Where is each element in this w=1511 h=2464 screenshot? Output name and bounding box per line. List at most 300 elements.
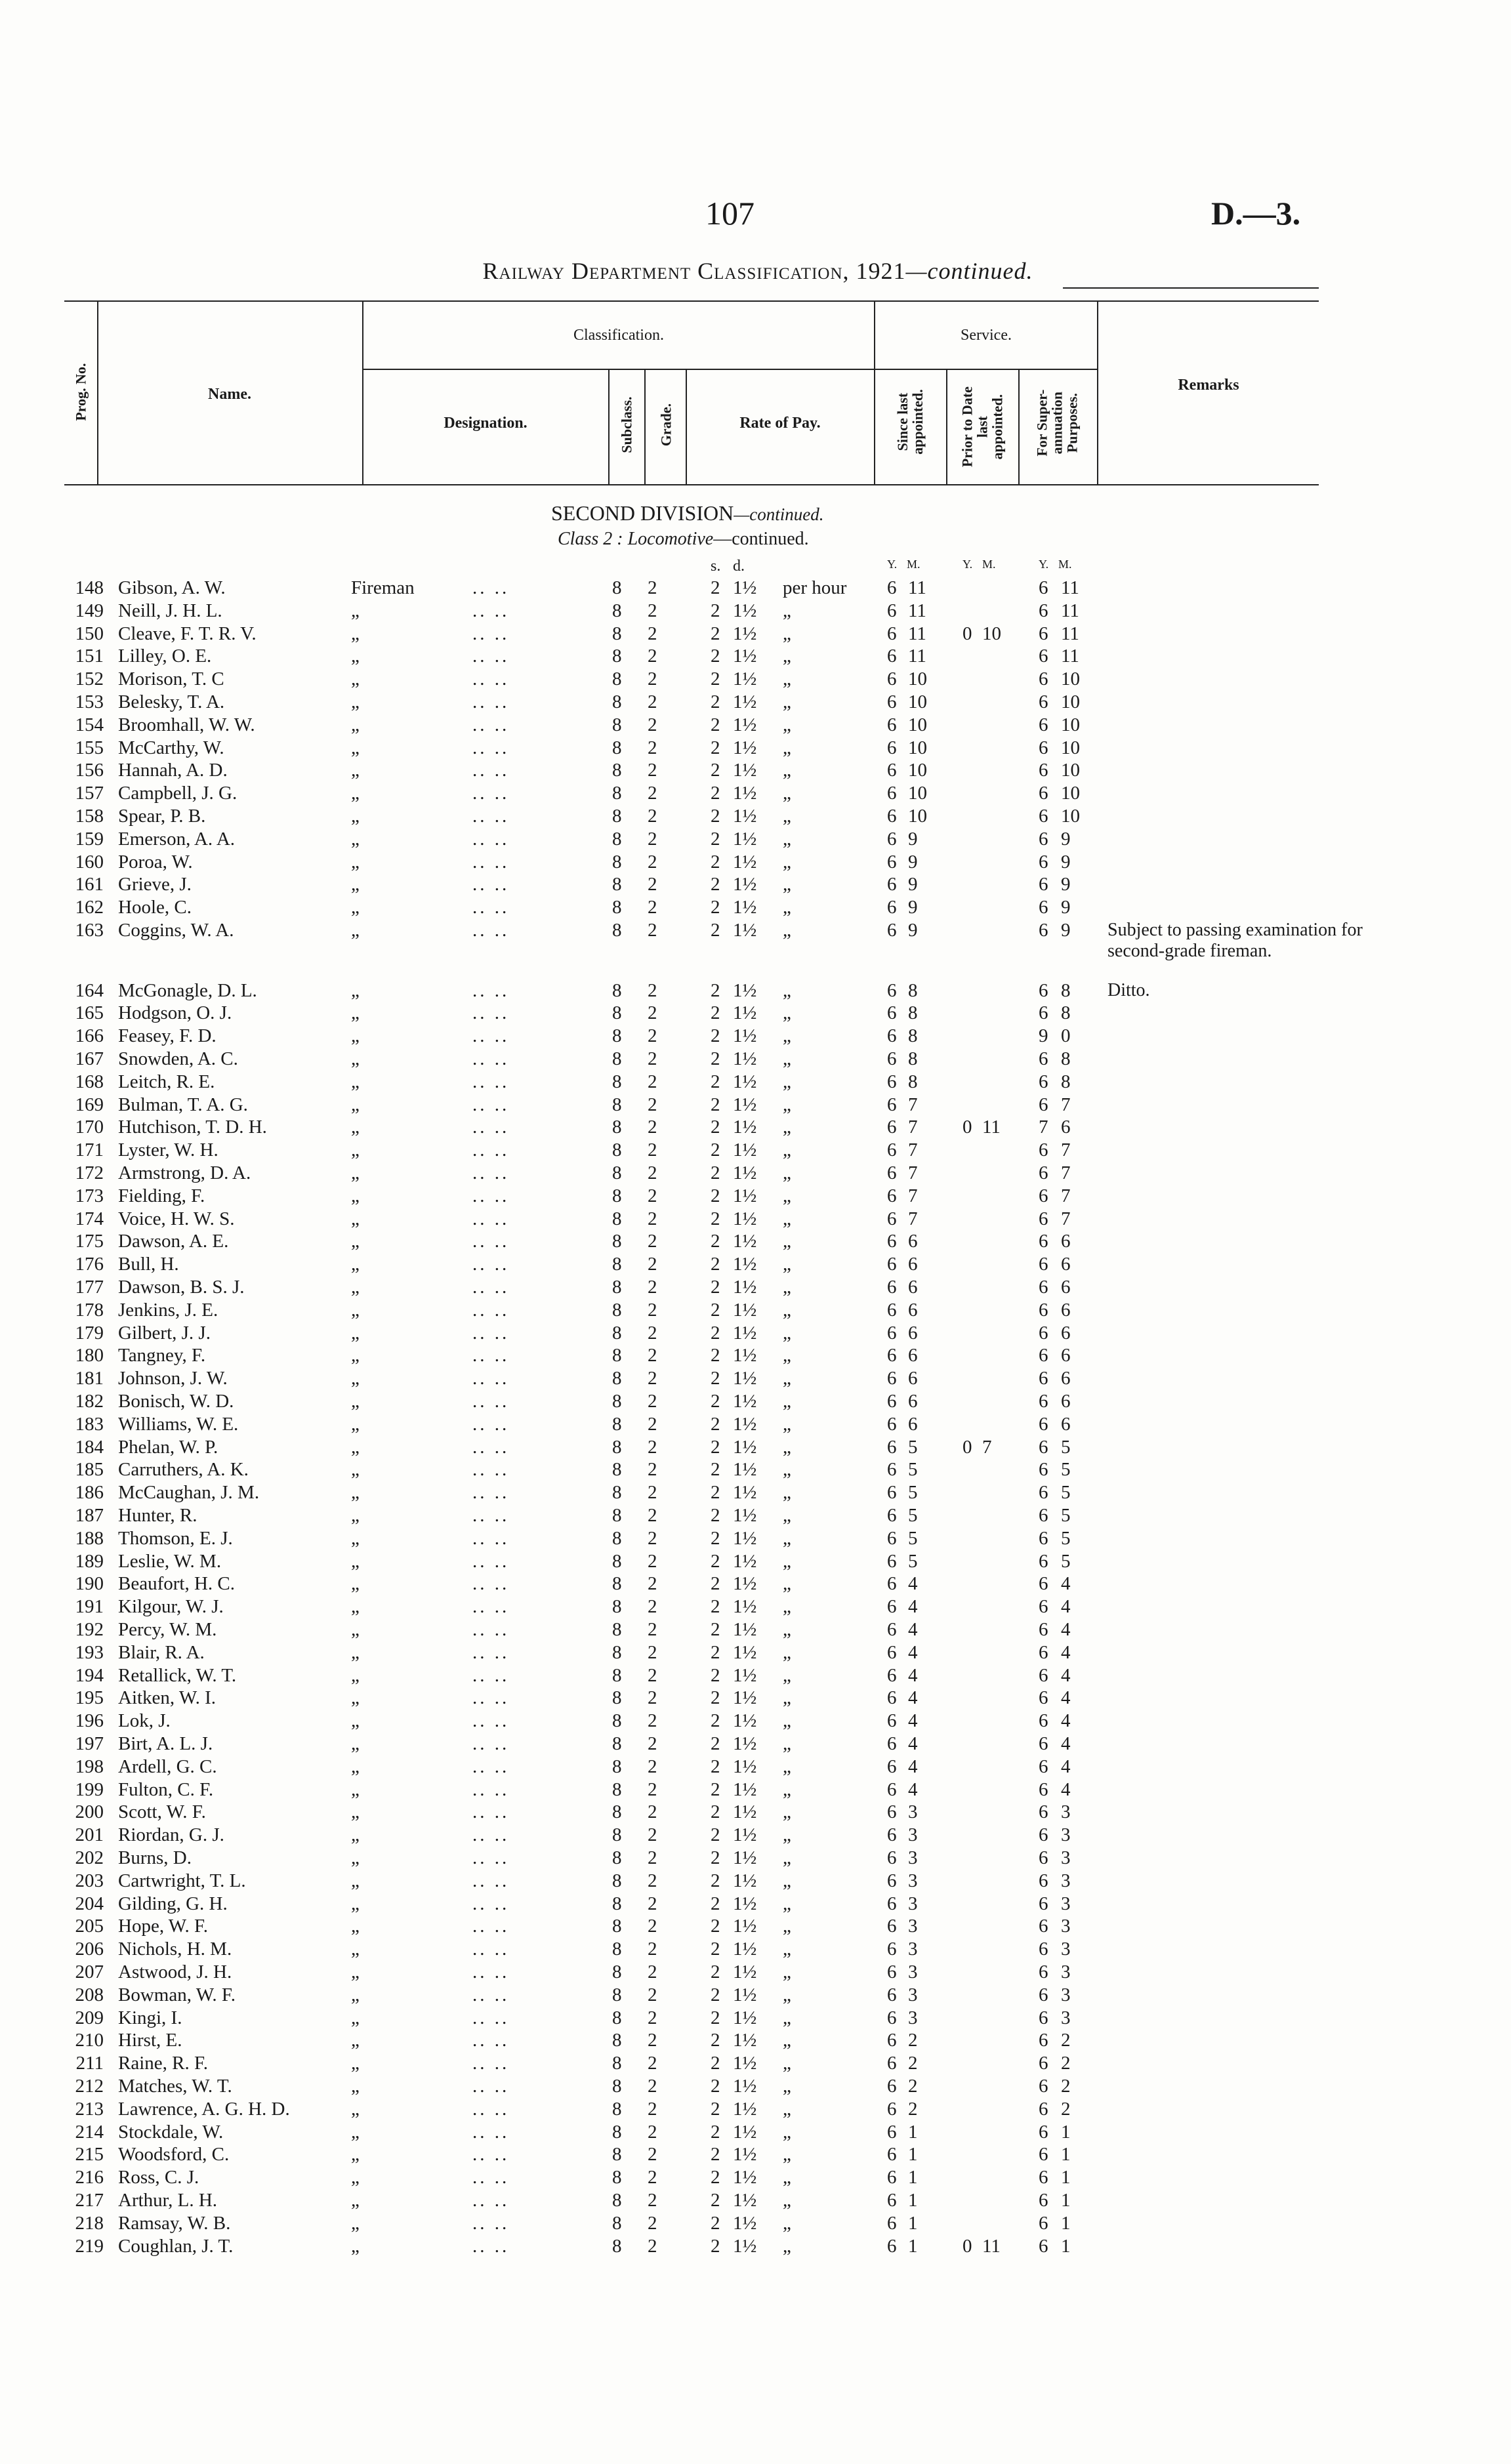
employee-name: Blair, R. A. — [118, 1641, 205, 1663]
superannuation-months: 5 — [1061, 1527, 1071, 1549]
rate-pence: 1½ — [733, 646, 757, 667]
superannuation-years: 6 — [1039, 1002, 1048, 1024]
table-row — [0, 1939, 1511, 1960]
rate-unit: „ — [783, 1185, 791, 1206]
rate-pence: 1½ — [733, 760, 757, 781]
since-last-years: 6 — [887, 1025, 897, 1047]
designation: „ — [351, 828, 360, 850]
rate-shillings: 2 — [711, 2053, 720, 2074]
superannuation-years: 6 — [1039, 2167, 1048, 2188]
superannuation-years: 6 — [1039, 2030, 1048, 2051]
grade: 2 — [648, 1094, 657, 1115]
since-last-months: 6 — [908, 1299, 918, 1321]
rate-pence: 1½ — [733, 1756, 757, 1777]
superannuation-months: 6 — [1061, 1413, 1071, 1435]
subclass: 8 — [612, 1094, 622, 1115]
superannuation-years: 6 — [1039, 2212, 1048, 2234]
since-last-years: 6 — [887, 1505, 897, 1526]
rate-pence: 1½ — [733, 1368, 757, 1389]
superannuation-years: 6 — [1039, 1413, 1048, 1435]
leader-dots: .. .. — [472, 1322, 510, 1344]
subclass: 8 — [612, 2030, 622, 2051]
since-last-years: 6 — [887, 714, 897, 735]
leader-dots: .. .. — [472, 1299, 510, 1321]
superannuation-years: 6 — [1039, 1778, 1048, 1800]
rate-pence: 1½ — [733, 1322, 757, 1344]
table-row — [0, 1573, 1511, 1594]
rate-unit: „ — [783, 760, 791, 781]
rate-shillings: 2 — [711, 1391, 720, 1412]
since-last-months: 2 — [908, 2098, 918, 2120]
since-last-years: 6 — [887, 2144, 897, 2166]
rate-unit: „ — [783, 1870, 791, 1891]
designation: „ — [351, 1368, 360, 1389]
rate-unit: „ — [783, 2007, 791, 2028]
table-row — [0, 2236, 1511, 2257]
table-row — [0, 1916, 1511, 1937]
subclass: 8 — [612, 1939, 622, 1960]
subclass: 8 — [612, 1071, 622, 1092]
superannuation-years: 6 — [1039, 1870, 1048, 1891]
since-last-months: 7 — [908, 1117, 918, 1138]
employee-name: Spear, P. B. — [118, 806, 206, 827]
subclass: 8 — [612, 2121, 622, 2143]
since-last-months: 11 — [908, 600, 926, 621]
subclass: 8 — [612, 1299, 622, 1321]
employee-name: Percy, W. M. — [118, 1619, 217, 1640]
prog-no: 216 — [75, 2167, 104, 2188]
since-last-years: 6 — [887, 2190, 897, 2211]
subclass: 8 — [612, 600, 622, 621]
employee-name: Phelan, W. P. — [118, 1436, 218, 1458]
since-last-years: 6 — [887, 1847, 897, 1868]
rate-shillings: 2 — [711, 1413, 720, 1435]
employee-name: Burns, D. — [118, 1847, 192, 1868]
superannuation-months: 3 — [1061, 1847, 1071, 1868]
prog-no: 158 — [75, 806, 104, 827]
table-row — [0, 1345, 1511, 1366]
since-last-months: 7 — [908, 1140, 918, 1161]
unit-pence: d. — [733, 558, 745, 575]
rate-unit: „ — [783, 2235, 791, 2257]
subclass: 8 — [612, 1117, 622, 1138]
table-row — [0, 1071, 1511, 1092]
rate-pence: 1½ — [733, 668, 757, 690]
prior-to-date-years: 0 — [962, 1117, 972, 1138]
superannuation-months: 6 — [1061, 1254, 1071, 1275]
since-last-months: 11 — [908, 623, 926, 644]
since-last-years: 6 — [887, 1208, 897, 1229]
since-last-years: 6 — [887, 2121, 897, 2143]
subclass: 8 — [612, 828, 622, 850]
superannuation-years: 6 — [1039, 2235, 1048, 2257]
superannuation-years: 6 — [1039, 1687, 1048, 1709]
leader-dots: .. .. — [472, 1641, 510, 1663]
leader-dots: .. .. — [472, 2212, 510, 2234]
subclass: 8 — [612, 1824, 622, 1846]
table-row — [0, 897, 1511, 918]
employee-name: Lawrence, A. G. H. D. — [118, 2098, 290, 2120]
subclass: 8 — [612, 1619, 622, 1640]
since-last-years: 6 — [887, 828, 897, 850]
since-last-months: 10 — [908, 806, 927, 827]
prog-no: 174 — [75, 1208, 104, 1229]
designation: „ — [351, 1847, 360, 1868]
unit-years: Y. — [887, 558, 898, 571]
table-row — [0, 646, 1511, 667]
employee-name: Hope, W. F. — [118, 1916, 209, 1937]
rate-shillings: 2 — [711, 2076, 720, 2097]
rate-shillings: 2 — [711, 691, 720, 712]
designation: „ — [351, 2076, 360, 2097]
since-last-years: 6 — [887, 1277, 897, 1298]
prog-no: 181 — [75, 1368, 104, 1389]
prog-no: 159 — [75, 828, 104, 850]
since-last-years: 6 — [887, 2212, 897, 2234]
rate-pence: 1½ — [733, 1140, 757, 1161]
subclass: 8 — [612, 1847, 622, 1868]
employee-name: Bull, H. — [118, 1254, 179, 1275]
since-last-months: 10 — [908, 714, 927, 735]
header-sub-rule — [362, 369, 1097, 370]
rate-shillings: 2 — [711, 1870, 720, 1891]
prog-no: 194 — [75, 1664, 104, 1686]
since-last-years: 6 — [887, 1436, 897, 1458]
grade: 2 — [648, 1071, 657, 1092]
designation: „ — [351, 2190, 360, 2211]
title-main: Railway Department Classification, 1921 — [482, 258, 906, 284]
superannuation-years: 6 — [1039, 1140, 1048, 1161]
grade: 2 — [648, 1733, 657, 1754]
employee-name: Hoole, C. — [118, 897, 192, 918]
prog-no: 178 — [75, 1299, 104, 1321]
superannuation-months: 9 — [1061, 920, 1071, 941]
superannuation-years: 6 — [1039, 1094, 1048, 1115]
header-prog-no: Prog. No. — [72, 363, 89, 421]
superannuation-months: 6 — [1061, 1368, 1071, 1389]
since-last-months: 8 — [908, 1002, 918, 1024]
leader-dots: .. .. — [472, 1117, 510, 1138]
designation: „ — [351, 1322, 360, 1344]
rate-shillings: 2 — [711, 737, 720, 758]
rate-unit: „ — [783, 1459, 791, 1481]
since-last-years: 6 — [887, 1185, 897, 1206]
since-last-months: 3 — [908, 1824, 918, 1846]
table-row — [0, 1893, 1511, 1914]
rate-shillings: 2 — [711, 668, 720, 690]
grade: 2 — [648, 2144, 657, 2166]
header-classification: Classification. — [573, 327, 664, 344]
leader-dots: .. .. — [472, 1345, 510, 1366]
since-last-years: 6 — [887, 1094, 897, 1115]
section-title-main: SECOND DIVISION — [551, 501, 734, 525]
leader-dots: .. .. — [472, 1048, 510, 1069]
rate-shillings: 2 — [711, 1801, 720, 1823]
subclass: 8 — [612, 2190, 622, 2211]
superannuation-years: 6 — [1039, 1277, 1048, 1298]
rate-shillings: 2 — [711, 1231, 720, 1252]
subclass: 8 — [612, 806, 622, 827]
prog-no: 149 — [75, 600, 104, 621]
rate-pence: 1½ — [733, 897, 757, 918]
rate-unit: „ — [783, 1094, 791, 1115]
rate-shillings: 2 — [711, 1573, 720, 1595]
superannuation-months: 2 — [1061, 2053, 1071, 2074]
designation: „ — [351, 2144, 360, 2166]
since-last-years: 6 — [887, 874, 897, 895]
table-row — [0, 1847, 1511, 1868]
subclass: 8 — [612, 897, 622, 918]
subclass: 8 — [612, 1459, 622, 1481]
designation: „ — [351, 1916, 360, 1937]
leader-dots: .. .. — [472, 920, 510, 941]
employee-name: Ross, C. J. — [118, 2167, 199, 2188]
superannuation-months: 4 — [1061, 1596, 1071, 1618]
grade: 2 — [648, 1140, 657, 1161]
rate-pence: 1½ — [733, 1459, 757, 1481]
designation: „ — [351, 2235, 360, 2257]
subclass: 8 — [612, 1573, 622, 1595]
since-last-years: 6 — [887, 1299, 897, 1321]
employee-name: Bonisch, W. D. — [118, 1391, 234, 1412]
rate-shillings: 2 — [711, 600, 720, 621]
rate-pence: 1½ — [733, 2235, 757, 2257]
rate-unit: per hour — [783, 577, 847, 598]
rate-shillings: 2 — [711, 2212, 720, 2234]
subclass: 8 — [612, 691, 622, 712]
grade: 2 — [648, 1436, 657, 1458]
rate-unit: „ — [783, 1231, 791, 1252]
superannuation-years: 6 — [1039, 1984, 1048, 2005]
rate-shillings: 2 — [711, 1505, 720, 1526]
leader-dots: .. .. — [472, 1733, 510, 1754]
prog-no: 218 — [75, 2212, 104, 2234]
rate-unit: „ — [783, 979, 791, 1001]
since-last-years: 6 — [887, 691, 897, 712]
rate-unit: „ — [783, 1299, 791, 1321]
rate-pence: 1½ — [733, 1733, 757, 1754]
subclass: 8 — [612, 1893, 622, 1914]
designation: „ — [351, 1254, 360, 1275]
employee-name: Bulman, T. A. G. — [118, 1094, 248, 1115]
leader-dots: .. .. — [472, 1459, 510, 1481]
superannuation-years: 6 — [1039, 2098, 1048, 2120]
rate-pence: 1½ — [733, 1185, 757, 1206]
prog-no: 189 — [75, 1550, 104, 1572]
rate-shillings: 2 — [711, 1847, 720, 1868]
employee-name: Lyster, W. H. — [118, 1140, 218, 1161]
prog-no: 192 — [75, 1619, 104, 1640]
rate-shillings: 2 — [711, 2167, 720, 2188]
rate-unit: „ — [783, 1002, 791, 1024]
superannuation-months: 3 — [1061, 1939, 1071, 1960]
table-row — [0, 668, 1511, 689]
since-last-months: 6 — [908, 1391, 918, 1412]
grade: 2 — [648, 897, 657, 918]
rate-pence: 1½ — [733, 1002, 757, 1024]
designation: „ — [351, 2167, 360, 2188]
superannuation-years: 6 — [1039, 1436, 1048, 1458]
since-last-months: 10 — [908, 668, 927, 690]
subclass: 8 — [612, 1482, 622, 1504]
superannuation-months: 5 — [1061, 1550, 1071, 1572]
designation: „ — [351, 897, 360, 918]
subclass: 8 — [612, 2144, 622, 2166]
col-divider — [946, 369, 947, 484]
table-row — [0, 1687, 1511, 1708]
employee-name: Dawson, A. E. — [118, 1231, 229, 1252]
grade: 2 — [648, 1893, 657, 1914]
rate-pence: 1½ — [733, 1527, 757, 1549]
designation: „ — [351, 1048, 360, 1069]
superannuation-months: 6 — [1061, 1345, 1071, 1366]
grade: 2 — [648, 920, 657, 941]
designation: „ — [351, 623, 360, 644]
subclass: 8 — [612, 2098, 622, 2120]
table-row — [0, 806, 1511, 827]
designation: „ — [351, 851, 360, 873]
grade: 2 — [648, 2076, 657, 2097]
prog-no: 183 — [75, 1413, 104, 1435]
rate-shillings: 2 — [711, 714, 720, 735]
table-row — [0, 1528, 1511, 1549]
table-row — [0, 829, 1511, 850]
table-row — [0, 920, 1511, 961]
superannuation-years: 6 — [1039, 1322, 1048, 1344]
subclass: 8 — [612, 1391, 622, 1412]
designation: „ — [351, 1299, 360, 1321]
grade: 2 — [648, 1505, 657, 1526]
rate-unit: „ — [783, 1961, 791, 1982]
since-last-months: 10 — [908, 783, 927, 804]
prog-no: 185 — [75, 1459, 104, 1481]
rate-shillings: 2 — [711, 806, 720, 827]
table-row — [0, 2007, 1511, 2028]
leader-dots: .. .. — [472, 1778, 510, 1800]
since-last-months: 11 — [908, 577, 926, 598]
leader-dots: .. .. — [472, 1824, 510, 1846]
rate-shillings: 2 — [711, 577, 720, 598]
header-subclass: Subclass. — [618, 396, 635, 453]
table-row — [0, 1140, 1511, 1160]
table-row — [0, 760, 1511, 781]
table-row — [0, 2030, 1511, 2051]
employee-name: Leitch, R. E. — [118, 1071, 215, 1092]
employee-name: Nichols, H. M. — [118, 1939, 232, 1960]
header-superannuation: For Super-annuation Purposes. — [1033, 389, 1081, 457]
employee-name: Woodsford, C. — [118, 2144, 230, 2166]
rate-shillings: 2 — [711, 1185, 720, 1206]
prog-no: 209 — [75, 2007, 104, 2028]
superannuation-years: 6 — [1039, 828, 1048, 850]
rate-unit: „ — [783, 2098, 791, 2120]
table-row — [0, 577, 1511, 598]
employee-name: Armstrong, D. A. — [118, 1162, 251, 1183]
rate-pence: 1½ — [733, 623, 757, 644]
employee-name: Hirst, E. — [118, 2030, 182, 2051]
since-last-years: 6 — [887, 760, 897, 781]
since-last-years: 6 — [887, 1893, 897, 1914]
prog-no: 166 — [75, 1025, 104, 1047]
since-last-years: 6 — [887, 2098, 897, 2120]
grade: 2 — [648, 668, 657, 690]
rate-unit: „ — [783, 1778, 791, 1800]
grade: 2 — [648, 1413, 657, 1435]
designation: „ — [351, 979, 360, 1001]
table-row — [0, 714, 1511, 735]
designation: „ — [351, 1801, 360, 1823]
rate-pence: 1½ — [733, 851, 757, 873]
rate-shillings: 2 — [711, 2098, 720, 2120]
leader-dots: .. .. — [472, 600, 510, 621]
table-row — [0, 1025, 1511, 1046]
since-last-years: 6 — [887, 2007, 897, 2028]
superannuation-months: 10 — [1061, 737, 1080, 758]
employee-name: Beaufort, H. C. — [118, 1573, 235, 1595]
since-last-years: 6 — [887, 1664, 897, 1686]
rate-unit: „ — [783, 1162, 791, 1183]
rate-unit: „ — [783, 1025, 791, 1047]
employee-name: McCarthy, W. — [118, 737, 224, 758]
grade: 2 — [648, 806, 657, 827]
superannuation-months: 4 — [1061, 1778, 1071, 1800]
superannuation-months: 10 — [1061, 783, 1080, 804]
superannuation-months: 1 — [1061, 2167, 1071, 2188]
designation: „ — [351, 1939, 360, 1960]
rate-shillings: 2 — [711, 828, 720, 850]
rate-pence: 1½ — [733, 1254, 757, 1275]
grade: 2 — [648, 2007, 657, 2028]
rate-pence: 1½ — [733, 1231, 757, 1252]
rate-pence: 1½ — [733, 2007, 757, 2028]
rate-shillings: 2 — [711, 1436, 720, 1458]
superannuation-months: 10 — [1061, 714, 1080, 735]
subclass: 8 — [612, 737, 622, 758]
unit-years: Y. — [962, 558, 973, 571]
prog-no: 208 — [75, 1984, 104, 2005]
employee-name: Birt, A. L. J. — [118, 1733, 213, 1754]
title-rule — [1063, 287, 1319, 289]
rate-unit: „ — [783, 1277, 791, 1298]
designation: „ — [351, 1870, 360, 1891]
prog-no: 157 — [75, 783, 104, 804]
superannuation-months: 5 — [1061, 1459, 1071, 1481]
rate-pence: 1½ — [733, 1939, 757, 1960]
rate-shillings: 2 — [711, 623, 720, 644]
leader-dots: .. .. — [472, 646, 510, 667]
leader-dots: .. .. — [472, 714, 510, 735]
rate-pence: 1½ — [733, 1162, 757, 1183]
header-remarks: Remarks — [1178, 377, 1239, 394]
rate-pence: 1½ — [733, 2098, 757, 2120]
grade: 2 — [648, 1870, 657, 1891]
superannuation-months: 1 — [1061, 2190, 1071, 2211]
unit-months: M. — [1058, 558, 1072, 571]
rate-unit: „ — [783, 668, 791, 690]
table-row — [0, 1665, 1511, 1686]
prog-no: 162 — [75, 897, 104, 918]
designation: „ — [351, 1117, 360, 1138]
since-last-years: 6 — [887, 1322, 897, 1344]
since-last-months: 4 — [908, 1641, 918, 1663]
designation: „ — [351, 1664, 360, 1686]
subclass: 8 — [612, 1162, 622, 1183]
superannuation-years: 6 — [1039, 1916, 1048, 1937]
superannuation-months: 11 — [1061, 600, 1079, 621]
table-row — [0, 1801, 1511, 1822]
leader-dots: .. .. — [472, 1025, 510, 1047]
grade: 2 — [648, 1573, 657, 1595]
